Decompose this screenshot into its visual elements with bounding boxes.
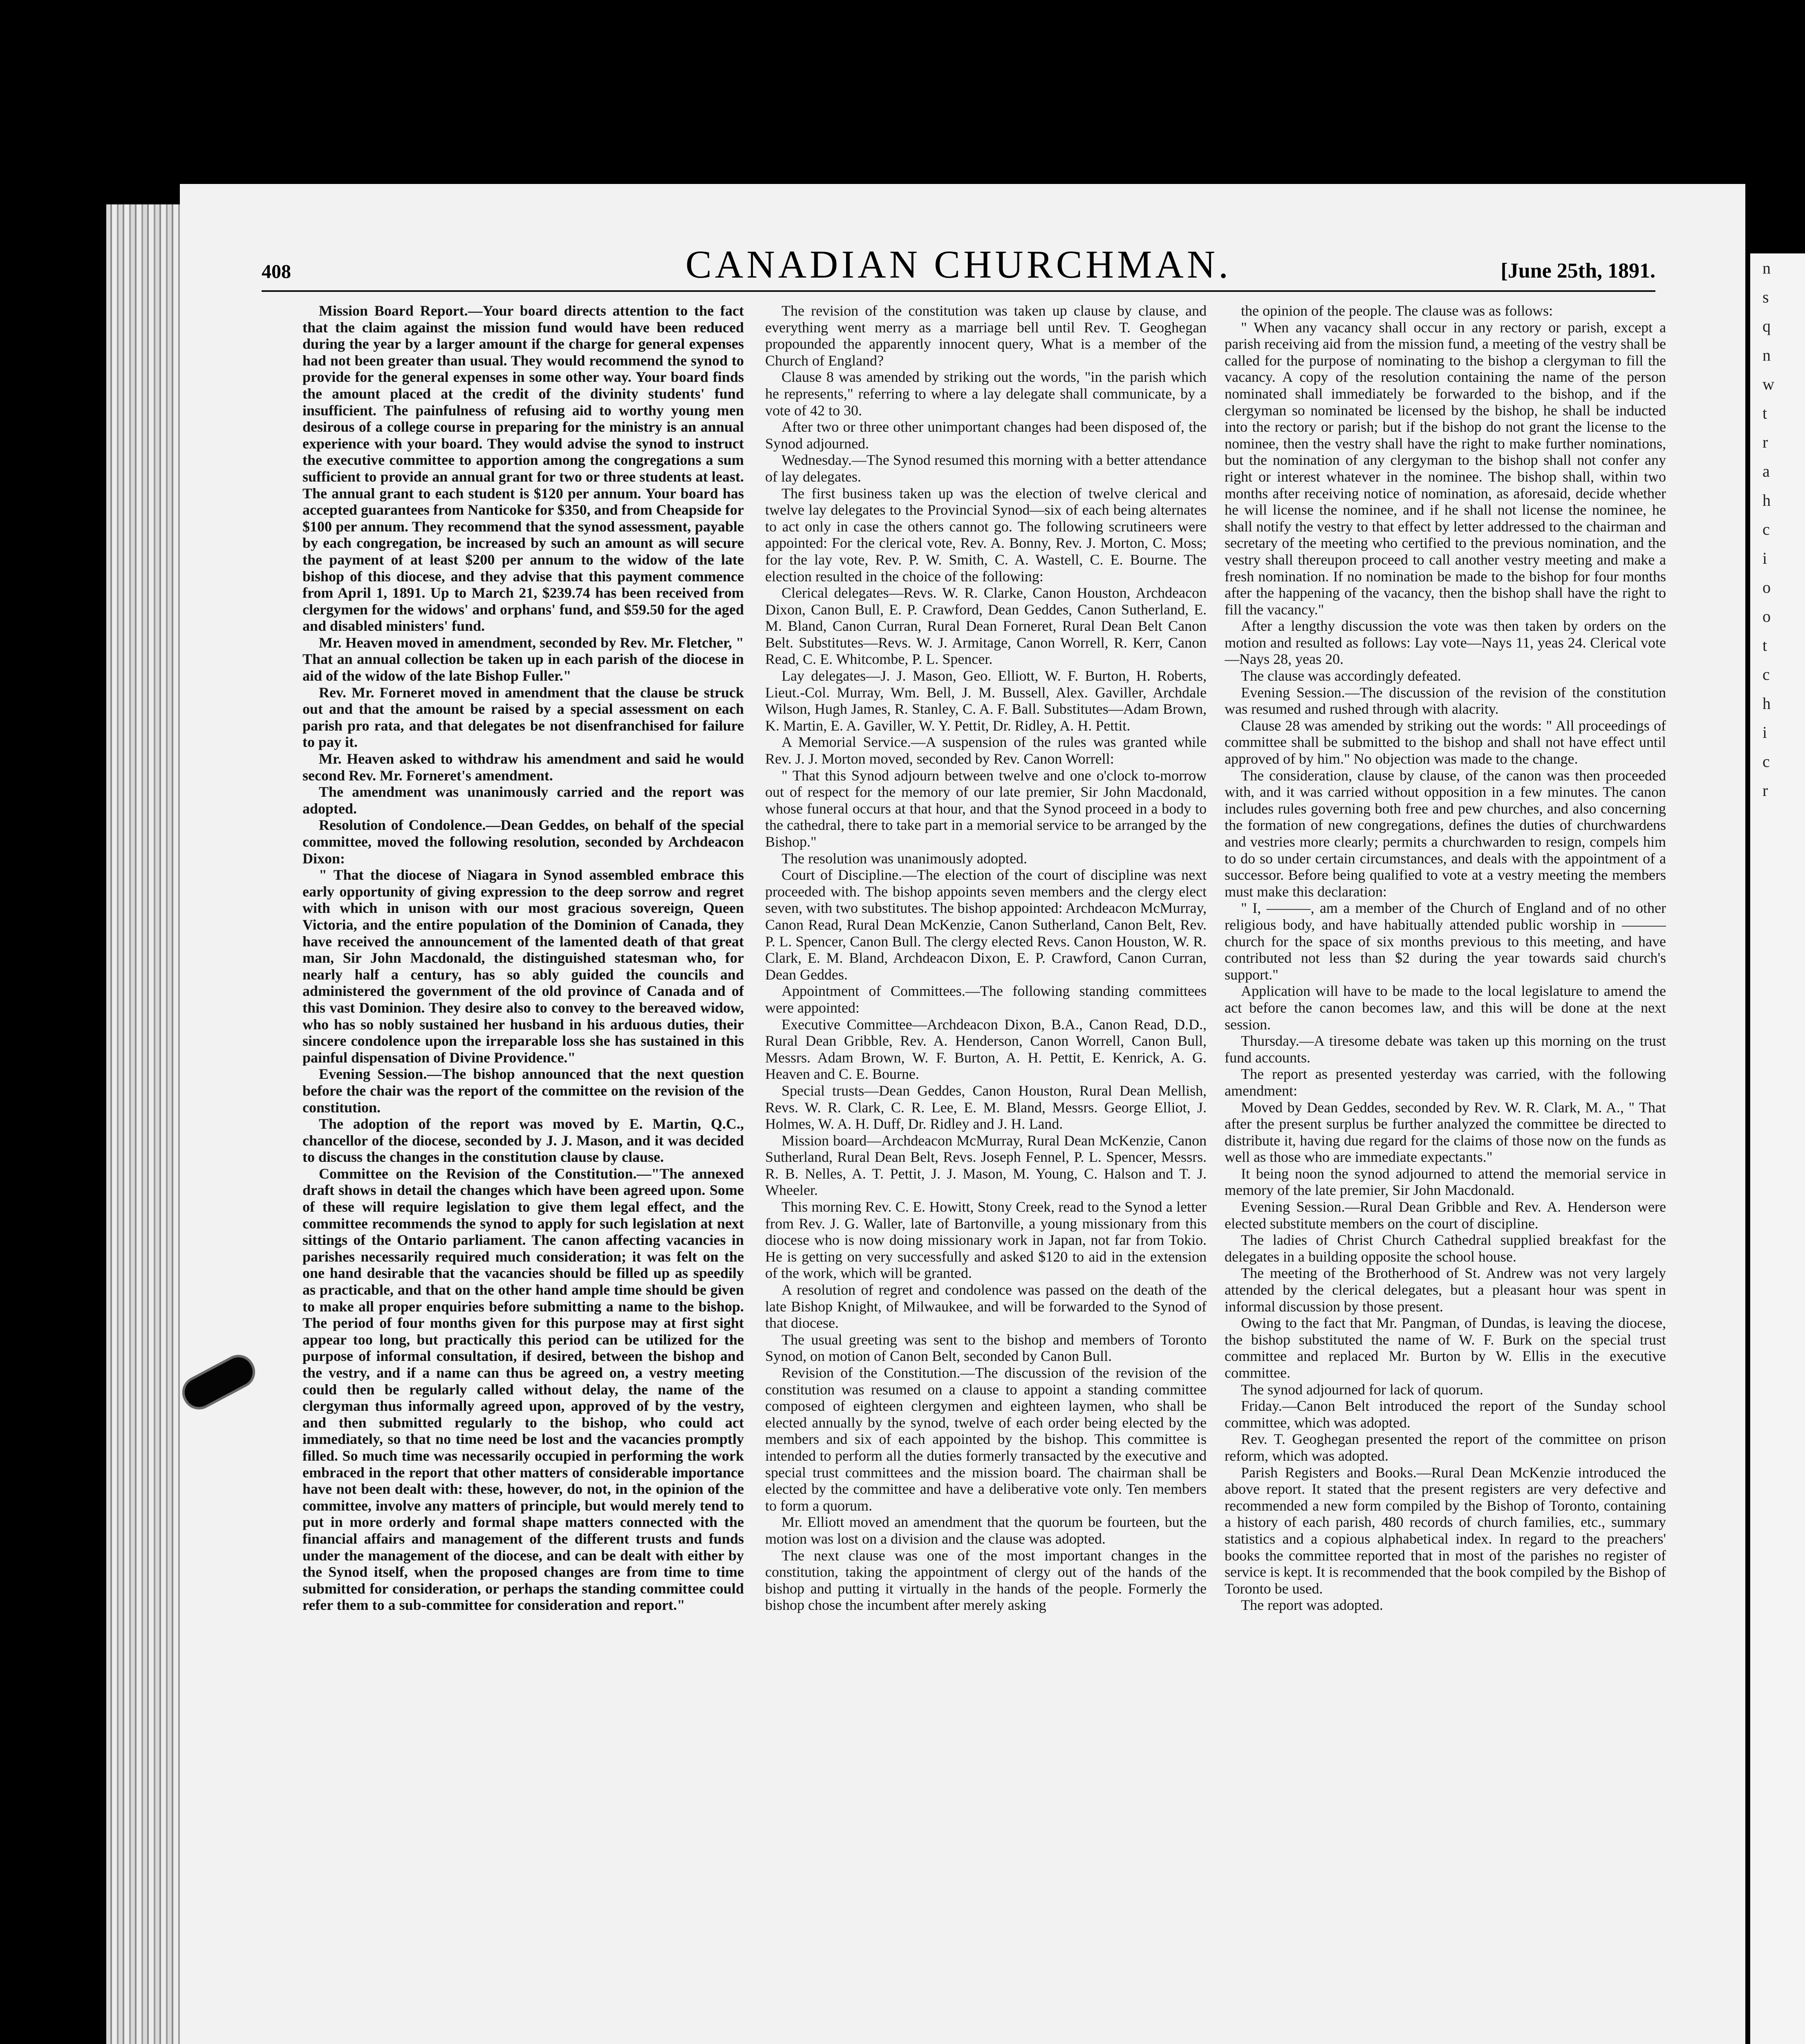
paragraph: The amendment was unanimously carried and the report was adopted.: [302, 784, 744, 817]
facing-page-fragment: s: [1762, 288, 1769, 306]
paragraph: Thursday.—A tiresome debate was taken up this morning on the trust fund accounts.: [1225, 1033, 1666, 1066]
paragraph: After two or three other unimportant changes had been disposed of, the Synod adjourned.: [765, 419, 1207, 452]
issue-date: [June 25th, 1891.: [1500, 259, 1655, 282]
facing-page-strip: [1750, 253, 1805, 2044]
facing-page-fragment: c: [1762, 752, 1770, 771]
paragraph: The report as presented yesterday was carried, with the following amendment:: [1225, 1066, 1666, 1099]
paragraph: Appointment of Committees.—The following standing committees were appointed:: [765, 983, 1207, 1016]
page-number: 408: [262, 261, 291, 282]
page-header: [262, 237, 1655, 292]
paragraph: The report was adopted.: [1241, 1597, 1383, 1614]
paragraph: " When any vacancy shall occur in any rectory or parish, except a parish receiving aid from the mission fund, a meeting of the vestry shall be called for the purpose of nominating to the bishop a clergyman to fill the vacancy. A copy of the resolution containing the name of the person nominated shall immediately be forwarded to the bishop, and if the clergyman so nominated be licensed by the bishop, he shall be inducted into the rectory or parish; but if the bishop do not grant the license to the nominee, then the vestry shall have the right to make further nominations, but the nomination of any clergyman to the bishop shall not confer any right or interest whatever in the nominee. The bishop shall, within two months after receiving notice of nomination, as aforesaid, decide whether he will license the nominee, and if he shall not license the nominee, he shall notify the vestry to that effect by letter addressed to the chairman and secretary of the meeting who certified to the previous nomination, and the vestry shall thereupon proceed to call another vestry meeting and make a fresh nomination. If no nomination be made to the bishop for four months after the happening of the vacancy, then the bishop shall have the right to fill the vacancy.": [1225, 319, 1666, 618]
paragraph: The resolution was unanimously adopted.: [782, 850, 1027, 867]
text-column-3: [1225, 303, 1666, 2044]
facing-page-fragment: i: [1762, 549, 1767, 567]
paragraph: Rev. T. Geoghegan presented the report of the committee on prison reform, which was adopted.: [1225, 1431, 1666, 1464]
paragraph: The adoption of the report was moved by E. Martin, Q.C., chancellor of the diocese, seconded by J. J. Mason, and it was decided to discuss the changes in the constitution clause by clause.: [302, 1116, 744, 1165]
paragraph: The usual greeting was sent to the bishop and members of Toronto Synod, on motion of Canon Belt, seconded by Canon Bull.: [765, 1331, 1207, 1365]
paragraph: Parish Registers and Books.—Rural Dean McKenzie introduced the above report. It stated that the present registers are very defective and recommended a new form compiled by the Bishop of Toronto, containing a history of each parish, 480 records of church families, etc., summary statistics and a copious alphabetical index. In regard to the preachers' books the committee reported that in most of the parishes no register of service is kept. It is recommended that the book compiled by the Bishop of Toronto be used.: [1225, 1464, 1666, 1597]
facing-page-fragment: r: [1762, 781, 1768, 800]
paragraph: The next clause was one of the most important changes in the constitution, taking the appointment of clergy out of the hands of the bishop and putting it virtually in the hands of the people. Formerly the bishop chose the incumbent after merely asking: [765, 1547, 1207, 1614]
paragraph: The meeting of the Brotherhood of St. Andrew was not very largely attended by the clerical delegates, but a pleasant hour was spent in informal discussion by those present.: [1225, 1265, 1666, 1315]
newspaper-page: [180, 184, 1745, 2044]
facing-page-fragment: o: [1762, 607, 1771, 625]
facing-page-fragment: a: [1762, 462, 1770, 480]
paragraph: Court of Discipline.—The election of the court of discipline was next proceeded with. The bishop appoints seven members and the clergy elect seven, with two substitutes. The bishop appointed: Archdeacon McMurray, Canon Read, Rural Dean McKenzie, Canon Sutherland, Canon Belt, Rev. P. L. Spencer, Canon Bull. The clergy elected Revs. Canon Houston, W. R. Clark, E. M. Bland, Archdeacon Dixon, E. P. Crawford, Canon Curran, Dean Geddes.: [765, 867, 1207, 983]
paragraph: The revision of the constitution was taken up clause by clause, and everything went merry as a marriage bell until Rev. T. Geoghegan propounded the apparently innocent query, What is a member of the Church of England?: [765, 303, 1207, 369]
paragraph: Rev. Mr. Forneret moved in amendment that the clause be struck out and that the amount be raised by a special assessment on each parish pro rata, and that delegates be not disenfranchised for failure to pay it.: [302, 684, 744, 751]
paragraph: Clause 28 was amended by striking out the words: " All proceedings of committee shall be submitted to the bishop and shall not have effect until approved of by him." No objection was made to the change.: [1225, 717, 1666, 767]
masthead-title: CANADIAN CHURCHMAN.: [685, 242, 1232, 286]
paragraph: Executive Committee—Archdeacon Dixon, B.A., Canon Read, D.D., Rural Dean Gribble, Rev. A. Henderson, Canon Worrell, Canon Bull, Messrs. Adam Brown, W. F. Burton, A. H. Pettit, E. Kenrick, A. G. Heaven and C. E. Bourne.: [765, 1016, 1207, 1083]
paragraph: " That this Synod adjourn between twelve and one o'clock to-morrow out of respect for the memory of our late premier, Sir John Macdonald, whose funeral occurs at that hour, and that the Synod proceed in a body to the cathedral, there to take part in a memorial service to be arranged by the Bishop.": [765, 767, 1207, 850]
book-page-edges: [106, 204, 188, 2044]
facing-page-fragment: o: [1762, 578, 1771, 596]
paragraph: Evening Session.—Rural Dean Gribble and Rev. A. Henderson were elected substitute members on the court of discipline.: [1225, 1199, 1666, 1232]
paragraph: Clerical delegates—Revs. W. R. Clarke, Canon Houston, Archdeacon Dixon, Canon Bull, E. P. Crawford, Dean Geddes, Canon Sutherland, E. M. Bland, Canon Curran, Rural Dean Forneret, Rural Dean Belt Canon Belt. Substitutes—Revs. W. J. Armitage, Canon Worrell, R. Kerr, Canon Read, C. E. Whitcombe, P. L. Spencer.: [765, 585, 1207, 668]
paragraph: Owing to the fact that Mr. Pangman, of Dundas, is leaving the diocese, the bishop substituted the name of W. F. Burk on the special trust committee and replaced Mr. Burton by W. Ellis in the executive committee.: [1225, 1315, 1666, 1381]
paragraph: Evening Session.—The discussion of the revision of the constitution was resumed and rushed through with alacrity.: [1225, 684, 1666, 717]
paragraph: Mr. Heaven asked to withdraw his amendment and said he would second Rev. Mr. Forneret's amendment.: [302, 751, 744, 784]
paragraph: Wednesday.—The Synod resumed this morning with a better attendance of lay delegates.: [765, 452, 1207, 485]
paragraph: It being noon the synod adjourned to attend the memorial service in memory of the late premier, Sir John Macdonald.: [1225, 1165, 1666, 1199]
paragraph: Mr. Heaven moved in amendment, seconded by Rev. Mr. Fletcher, " That an annual collection be taken up in each parish of the diocese in aid of the widow of the late Bishop Fuller.": [302, 634, 744, 684]
paragraph: The consideration, clause by clause, of the canon was then proceeded with, and it was carried without opposition in a few minutes. The canon includes rules governing both free and pew churches, and also concerning the formation of new congregations, defines the duties of churchwardens and vestries more clearly; permits a churchwarden to resign, compels him to do so under certain circumstances, and deals with the appointment of a successor. Before being qualified to vote at a vestry meeting the members must make this declaration:: [1225, 767, 1666, 900]
facing-page-fragment: c: [1762, 665, 1770, 684]
text-column-2: [765, 303, 1207, 2044]
paragraph: Moved by Dean Geddes, seconded by Rev. W. R. Clark, M. A., " That after the present surplus be further analyzed the committee be directed to distribute it, having due regard for the claims of those now on the funds as well as those who are immediate expectants.": [1225, 1099, 1666, 1165]
facing-page-fragment: t: [1762, 636, 1767, 654]
facing-page-fragment: h: [1762, 491, 1771, 509]
paragraph: Mission Board Report.—Your board directs attention to the fact that the claim against the mission fund would have been reduced during the year by a larger amount if the charge for general expenses had not been greater than usual. They would recommend the synod to provide for the general expenses in some other way. Your board finds the amount placed at the credit of the divinity students' fund insufficient. The painfulness of refusing aid to worthy young men desirous of a college course in preparing for the ministry is an annual experience with your board. They would advise the synod to instruct the executive committee to apportion among the congregations a sum sufficient to provide an annual grant for two or three students at least. The annual grant to each student is $120 per annum. Your board has accepted guarantees from Nanticoke for $350, and from Cheapside for $100 per annum. They recommend that the synod assessment, payable by each congregation, be increased by such an amount as will secure the payment of at least $200 per annum to the widow of the late bishop of this diocese, and they advise that this payment commence from April 1, 1891. Up to March 21, $239.74 has been received from clergymen for the widows' and orphans' fund, and $59.50 for the aged and disabled ministers' fund.: [302, 303, 744, 634]
paragraph: Special trusts—Dean Geddes, Canon Houston, Rural Dean Mellish, Revs. W. R. Clark, C. R. Lee, E. M. Bland, Messrs. George Elliot, J. Holmes, W. A. H. Duff, Dr. Ridley and J. H. Land.: [765, 1082, 1207, 1132]
paragraph: Resolution of Condolence.—Dean Geddes, on behalf of the special committee, moved the following resolution, seconded by Archdeacon Dixon:: [302, 817, 744, 867]
facing-page-fragment: q: [1762, 317, 1771, 335]
paragraph: Clause 8 was amended by striking out the words, "in the parish which he represents," referring to where a lay delegate shall communicate, by a vote of 42 to 30.: [765, 369, 1207, 419]
paragraph: After a lengthy discussion the vote was then taken by orders on the motion and resulted as follows: Lay vote—Nays 11, yeas 24. Clerical vote—Nays 28, yeas 20.: [1225, 618, 1666, 668]
facing-page-fragment: r: [1762, 433, 1768, 451]
paragraph: Evening Session.—The bishop announced that the next question before the chair was the report of the committee on the revision of the constitution.: [302, 1066, 744, 1116]
facing-page-fragment: i: [1762, 723, 1767, 742]
facing-page-fragment: n: [1762, 346, 1771, 364]
paragraph: Committee on the Revision of the Constitution.—"The annexed draft shows in detail the changes which have been agreed upon. Some of these will require legislation to give them legal effect, and the committee recommends the synod to apply for such legislation at next sittings of the Ontario parliament. The canon affecting vacancies in parishes necessarily required much consideration; it was felt on the one hand desirable that the vacancies should be filled up as speedily as practicable, and that on the other hand ample time should be given to make all proper enquiries before submitting a name to the bishop. The period of four months given for this purpose may at first sight appear too long, but practically this period can be utilized for the purpose of informal consultation, if desired, between the bishop and the vestry, and if a name can thus be agreed on, a vestry meeting could then be regularly called without delay, the name of the clergyman thus informally agreed upon, approved of by the vestry, and then submitted regularly to the bishop, who could act immediately, so that no time need be lost and the vacancies promptly filled. So much time was necessarily occupied in performing the work embraced in the report that other matters of considerable importance have not been dealt with: these, however, do not, in the opinion of the committee, involve any matters of principle, but would merely tend to put in more orderly and formal shape matters connected with the financial affairs and management of the different trusts and funds under the management of the diocese, and can be dealt with either by the Synod itself, when the proposed changes are from time to time submitted for consideration, or perhaps the standing committee could refer them to a sub-committee for consideration and report.": [302, 1165, 744, 1614]
paragraph: A Memorial Service.—A suspension of the rules was granted while Rev. J. J. Morton moved, seconded by Rev. Canon Worrell:: [765, 734, 1207, 767]
paragraph: The clause was accordingly defeated.: [1241, 668, 1461, 684]
paragraph: Mission board—Archdeacon McMurray, Rural Dean McKenzie, Canon Sutherland, Rural Dean Belt, Revs. Joseph Fennel, P. L. Spencer, Messrs. R. B. Nelles, A. T. Pettit, J. J. Mason, M. Young, C. Halson and T. J. Wheeler.: [765, 1132, 1207, 1199]
paragraph: This morning Rev. C. E. Howitt, Stony Creek, read to the Synod a letter from Rev. J. G. Waller, late of Bartonville, a young missionary from this diocese who is now doing missionary work in Japan, not far from Tokio. He is getting on very successfully and asked $120 to aid in the extension of the work, which will be granted.: [765, 1199, 1207, 1282]
paragraph: The first business taken up was the election of twelve clerical and twelve lay delegates to the Provincial Synod—six of each being alternates to act only in case the others cannot go. The following scrutineers were appointed: For the clerical vote, Rev. A. Bonny, Rev. J. Morton, C. Moss; for the lay vote, Rev. P. W. Smith, C. A. Wastell, C. E. Bourne. The election resulted in the choice of the following:: [765, 485, 1207, 585]
text-column-1: [302, 303, 744, 2044]
paragraph: The ladies of Christ Church Cathedral supplied breakfast for the delegates in a building opposite the school house.: [1225, 1232, 1666, 1265]
paragraph: " That the diocese of Niagara in Synod assembled embrace this early opportunity of giving expression to the deep sorrow and regret with which in unison with our most gracious sovereign, Queen Victoria, and the entire population of the Dominion of Canada, they have received the announcement of the lamented death of that great man, Sir John Macdonald, the distinguished statesman who, for nearly half a century, has so ably guided the councils and administered the government of the old province of Canada and of this vast Dominion. They desire also to convey to the bereaved widow, who has so nobly sustained her husband in his arduous duties, their sincere condolence upon the irreparable loss she has sustained in this painful dispensation of Divine Providence.": [302, 867, 744, 1066]
facing-page-fragment: c: [1762, 520, 1770, 538]
paragraph: " I, ———, am a member of the Church of England and of no other religious body, and have habitually attended public worship in ——— church for the space of six months previous to this meeting, and have contributed not less than $2 during the year towards said church's support.": [1225, 900, 1666, 983]
paragraph: the opinion of the people. The clause was as follows:: [1241, 303, 1553, 319]
paragraph: The synod adjourned for lack of quorum.: [1241, 1381, 1483, 1398]
facing-page-fragment: n: [1762, 259, 1771, 277]
facing-page-fragment: h: [1762, 694, 1771, 713]
facing-page-fragment: t: [1762, 404, 1767, 422]
paragraph: Revision of the Constitution.—The discussion of the revision of the constitution was resumed on a clause to appoint a standing committee composed of eighteen clergymen and eighteen laymen, who shall be elected annually by the synod, twelve of each order being elected by the members and six of each appointed by the bishop. This committee is intended to perform all the duties formerly transacted by the executive and special trust committees and the mission board. The chairman shall be elected by the committee and have a deliberative vote only. Ten members to form a quorum.: [765, 1365, 1207, 1514]
paragraph: Application will have to be made to the local legislature to amend the act before the canon becomes law, and this will be done at the next session.: [1225, 983, 1666, 1033]
paragraph: Friday.—Canon Belt introduced the report of the Sunday school committee, which was adopted.: [1225, 1398, 1666, 1431]
facing-page-fragment: w: [1762, 375, 1774, 393]
paragraph: A resolution of regret and condolence was passed on the death of the late Bishop Knight, of Milwaukee, and will be forwarded to the Synod of that diocese.: [765, 1282, 1207, 1331]
paragraph: Mr. Elliott moved an amendment that the quorum be fourteen, but the motion was lost on a division and the clause was adopted.: [765, 1514, 1207, 1547]
paragraph: Lay delegates—J. J. Mason, Geo. Elliott, W. F. Burton, H. Roberts, Lieut.-Col. Murray, Wm. Bell, J. M. Bussell, Alex. Gaviller, Archdale Wilson, Hugh James, R. Stanley, C. A. F. Ball. Substitutes—Adam Brown, K. Martin, E. A. Gaviller, W. Y. Pettit, Dr. Ridley, A. H. Pettit.: [765, 668, 1207, 734]
